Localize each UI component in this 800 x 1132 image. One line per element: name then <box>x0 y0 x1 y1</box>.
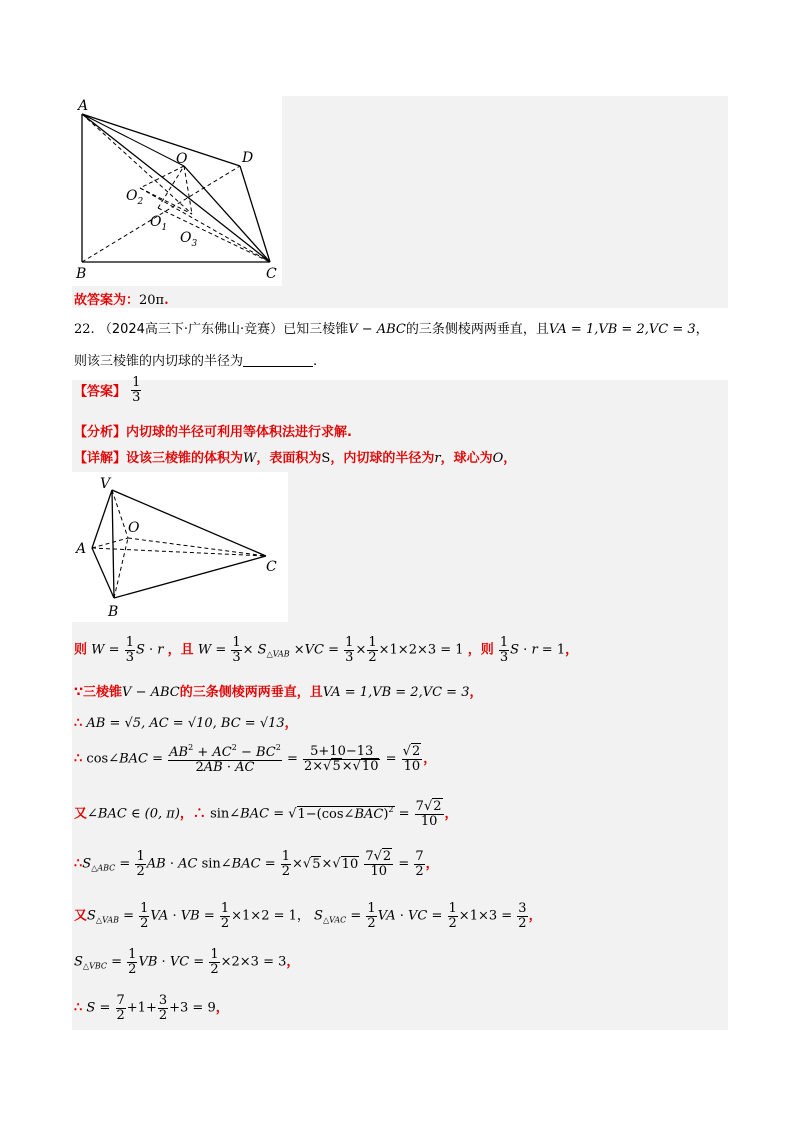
answer-fraction: $\frac{1}{3}$ <box>132 375 141 405</box>
fig1-label-C: C <box>266 266 277 282</box>
analysis-line: 【分析】内切球的半径可利用等体积法进行求解. <box>74 425 352 440</box>
solution-line-7: 又$S_{\triangle VAB}$ = $\frac{1}{2}$ VA · VB = $\frac{1}{2}$ ×1×2 = 1， $S_{\triangle VAC}$ = $\frac{1}{2}$ VA · VC = $\frac{1}{2}$ ×1×3 = $\frac{3}{2}$ ， <box>74 901 542 931</box>
question-22-line1: 22. （2024高三下·广东佛山·竞赛）已知三棱锥V − ABC的三条侧棱两两垂直，且VA = 1,VB = 2,VC = 3， <box>74 322 709 337</box>
solution-line-1: 则 W = $\frac{1}{3}$ S · r ，且 W = $\frac{1}{3}$ × $S_{\triangle VAB} \times VC$ = $\frac{1}{3}$ × $\frac{1}{2}$ ×1×2×3 = 1 ，则 $\frac{1}{3}$ S · r = 1， <box>74 635 579 665</box>
fig1-label-A: A <box>78 98 89 114</box>
fig1-label-D: D <box>242 150 254 166</box>
answer-line: 【答案】 $\frac{1}{3}$ <box>74 375 141 405</box>
fig1-label-O2: $O_2$ <box>126 188 144 207</box>
fig1-label-O3: $O_3$ <box>180 230 198 249</box>
solution-line-5: 又∠BAC ∈ (0, π)，∴ sin∠BAC = √1−(cos∠BAC)$^2$ = $\frac{7√2}{10}$ ， <box>74 799 458 829</box>
previous-answer: 故答案为：20π. <box>74 293 169 308</box>
solution-line-3: ∴ AB = √5, AC = √10, BC = √13， <box>74 716 298 731</box>
question-22-line2: 则该三棱锥的内切球的半径为 . <box>74 354 318 369</box>
fig1-label-B: B <box>76 266 87 282</box>
detail-line: 【详解】设该三棱锥的体积为W，表面积为S，内切球的半径为r，球心为O， <box>74 451 517 466</box>
answer-blank <box>243 354 313 367</box>
figure-1-pyramid <box>72 96 282 286</box>
fig2-label-O: O <box>128 520 140 536</box>
solution-line-6: $\therefore S_{\triangle ABC}$ = $\frac{1}{2}$ AB · AC sin∠BAC = $\frac{1}{2}$ ×√5×√10 $\frac{7√2}{10}$ = $\frac{7}{2}$ ， <box>74 849 439 879</box>
solution-line-4: ∴ cos∠BAC = $\frac{AB^2 + AC^2 - BC^2}{2AB \cdot AC}$ = $\frac{5+10-13}{2\times√5\times√10}$ = $\frac{√2}{10}$ ， <box>74 743 437 775</box>
solution-line-2: ∵三棱锥V − ABC的三条侧棱两两垂直，且VA = 1,VB = 2,VC = 3， <box>74 685 483 700</box>
solution-line-8: $S_{\triangle VBC}$ = $\frac{1}{2}$ VB · VC = $\frac{1}{2}$ ×2×3 = 3， <box>74 947 300 977</box>
fig2-label-C: C <box>266 559 277 575</box>
fig1-label-O: O <box>176 151 188 167</box>
solution-line-9: ∴ S = $\frac{7}{2}$ +1+ $\frac{3}{2}$ +3 = 9， <box>74 993 229 1023</box>
fig2-label-V: V <box>100 476 111 492</box>
fig1-label-O1: $O_1$ <box>150 214 168 233</box>
fig2-label-A: A <box>76 541 87 557</box>
figure-2-tetrahedron <box>72 472 288 622</box>
fig2-label-B: B <box>108 604 119 620</box>
